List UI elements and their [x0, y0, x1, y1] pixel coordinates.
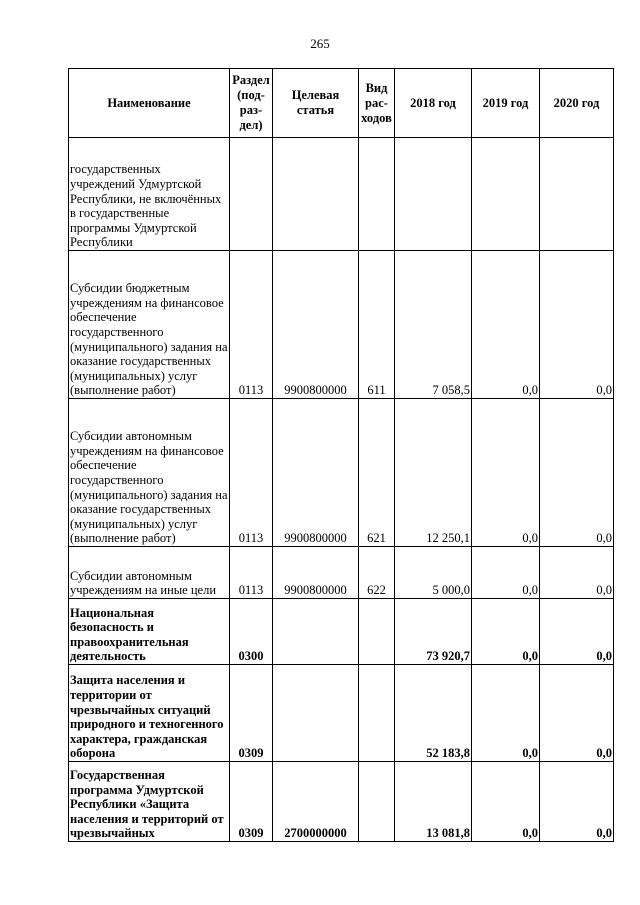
row-name: Субсидии автономным учреждениям на финансовое обеспечение государственного (муниципального) задания на оказание государственных (муниципальных) услуг (выполнение работ): [69, 399, 230, 547]
row-target: 9900800000: [273, 399, 359, 547]
row-target: 9900800000: [273, 547, 359, 599]
row-section: 0309: [230, 665, 273, 762]
row-name: государственных учреждений Удмуртской Республики, не включённых в государственные программы Удмуртской Республики: [69, 138, 230, 251]
row-2020: [540, 138, 614, 251]
row-2020: 0,0: [540, 665, 614, 762]
row-2019: 0,0: [472, 547, 540, 599]
row-2020: 0,0: [540, 547, 614, 599]
row-name: Государственная программа Удмуртской Республики «Защита населения и территорий от чрезвычайных: [69, 762, 230, 842]
table-row: [69, 251, 614, 399]
row-name: Защита населения и территории от чрезвычайных ситуаций природного и техногенного характера, гражданская оборона: [69, 665, 230, 762]
row-2018: 7 058,5: [395, 251, 472, 399]
row-name: Национальная безопасность и правоохранительная деятельность: [69, 599, 230, 665]
row-type: 621: [359, 399, 395, 547]
row-type: [359, 665, 395, 762]
row-2019: 0,0: [472, 251, 540, 399]
row-name: Субсидии бюджетным учреждениям на финансовое обеспечение государственного (муниципального) задания на оказание государственных (муниципальных) услуг (выполнение работ): [69, 251, 230, 399]
row-target: [273, 665, 359, 762]
header-row: [69, 69, 614, 138]
table-row: [69, 138, 614, 251]
row-2018: 73 920,7: [395, 599, 472, 665]
header-2020: 2020 год: [540, 69, 614, 138]
row-section: 0113: [230, 251, 273, 399]
row-2020: 0,0: [540, 251, 614, 399]
table-row: [69, 547, 614, 599]
row-target: [273, 138, 359, 251]
row-section: 0113: [230, 399, 273, 547]
header-type: Вид рас- ходов: [359, 69, 395, 138]
row-type: 611: [359, 251, 395, 399]
row-2019: [472, 138, 540, 251]
row-section: 0113: [230, 547, 273, 599]
row-2019: 0,0: [472, 665, 540, 762]
row-2018: [395, 138, 472, 251]
table-row: [69, 599, 614, 665]
row-2018: 5 000,0: [395, 547, 472, 599]
header-section: Раздел (под- раз- дел): [230, 69, 273, 138]
page-number: 265: [310, 36, 330, 51]
row-type: [359, 762, 395, 842]
table-row: [69, 399, 614, 547]
row-section: 0309: [230, 762, 273, 842]
budget-table: [68, 68, 614, 842]
table-row: [69, 762, 614, 842]
row-target: 2700000000: [273, 762, 359, 842]
row-type: [359, 138, 395, 251]
row-2020: 0,0: [540, 599, 614, 665]
row-2020: 0,0: [540, 762, 614, 842]
row-type: 622: [359, 547, 395, 599]
header-2018: 2018 год: [395, 69, 472, 138]
row-type: [359, 599, 395, 665]
row-target: [273, 599, 359, 665]
row-section: [230, 138, 273, 251]
header-2019: 2019 год: [472, 69, 540, 138]
row-2019: 0,0: [472, 599, 540, 665]
header-name: Наименование: [69, 69, 230, 138]
row-target: 9900800000: [273, 251, 359, 399]
row-2020: 0,0: [540, 399, 614, 547]
row-2018: 12 250,1: [395, 399, 472, 547]
row-2019: 0,0: [472, 399, 540, 547]
table-row: [69, 665, 614, 762]
row-2018: 13 081,8: [395, 762, 472, 842]
row-name: Субсидии автономным учреждениям на иные цели: [69, 547, 230, 599]
row-section: 0300: [230, 599, 273, 665]
row-2018: 52 183,8: [395, 665, 472, 762]
row-2019: 0,0: [472, 762, 540, 842]
header-target: Целевая статья: [273, 69, 359, 138]
